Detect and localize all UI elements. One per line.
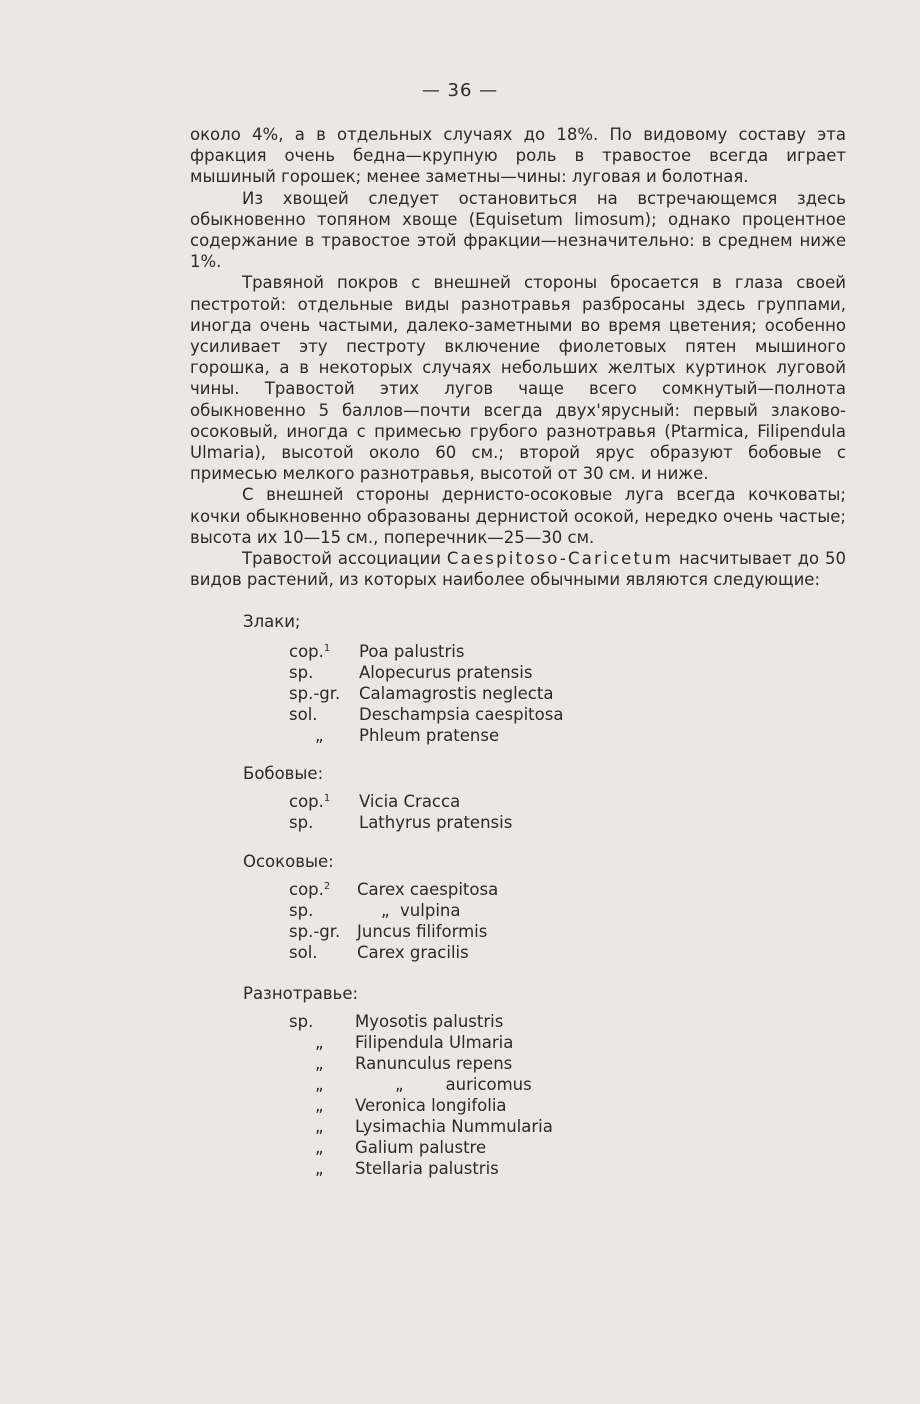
species-name: Lathyrus pratensis: [359, 813, 513, 832]
paragraph-end: насчитывает до 50 видов растений, из которых наиболее обычными являются следующие:: [190, 549, 846, 590]
species-name: Myosotis palustris: [355, 1012, 504, 1031]
species-name: „ auricomus: [395, 1075, 532, 1094]
body-text: [190, 124, 846, 590]
page-number: — 36 —: [421, 80, 499, 101]
abundance: sol.: [289, 705, 318, 724]
species-row: [289, 1159, 499, 1180]
abundance: cop.$^1$: [289, 642, 331, 661]
paragraph: Травяной покров с внешней стороны бросается в глаза своей пестротой: отдельные виды разнотравья разбросаны здесь группами, иногда очень частыми, далеко-заметными во время цветения; особенно усиливает эту пестроту включение фиолетовых пятен мышиного горошка, а в некоторых случаях небольших желтых куртинок луговой чины. Травостой этих лугов чаще всего сомкнутый—полнота обыкновенно 5 баллов—почти всегда двух'ярусный: первый злаково-осоковый, иногда с примесью грубого разнотравья (Ptarmica, Filipendula Ulmaria), высотой около 60 см.; второй ярус образуют бобовые с примесью мелкого разнотравья, высотой от 30 см. и ниже.: [190, 273, 846, 484]
abundance: cop.$^2$: [289, 880, 331, 899]
species-row: [289, 792, 460, 813]
species-name: Ranunculus repens: [355, 1054, 513, 1073]
species-name: Stellaria palustris: [355, 1159, 499, 1178]
species-name: Phleum pratense: [359, 726, 500, 745]
abundance: „: [315, 1054, 324, 1073]
abundance: sp.: [289, 663, 314, 682]
species-row: [289, 1012, 503, 1033]
paragraph-start: Травостой ассоциации: [242, 549, 447, 569]
abundance: sp.-gr.: [289, 684, 341, 703]
species-row: [289, 1054, 512, 1075]
species-row: [289, 813, 512, 834]
species-row: [289, 684, 553, 705]
species-name: Veronica longifolia: [355, 1096, 507, 1115]
association-name: Caespitoso-Caricetum: [446, 549, 674, 569]
abundance: sp.: [289, 901, 314, 920]
species-name: Juncus filiformis: [357, 922, 488, 941]
group-title: Злаки;: [243, 612, 301, 631]
species-row: [289, 705, 563, 726]
abundance: cop.$^1$: [289, 792, 331, 811]
species-row: [289, 1096, 507, 1117]
species-name: „ vulpina: [381, 901, 461, 920]
abundance: sp.: [289, 1012, 314, 1031]
species-name: Vicia Cracca: [359, 792, 461, 811]
species-row: [289, 1075, 532, 1096]
species-row: [289, 1138, 486, 1159]
abundance: „: [315, 726, 324, 745]
abundance: „: [315, 1117, 324, 1136]
species-row: [289, 1033, 513, 1054]
species-row: [289, 663, 532, 684]
species-name: Galium palustre: [355, 1138, 487, 1157]
species-name: Filipendula Ulmaria: [355, 1033, 514, 1052]
species-row: [289, 922, 487, 943]
species-name: Lysimachia Nummularia: [355, 1117, 553, 1136]
abundance: sp.-gr.: [289, 922, 341, 941]
paragraph: [190, 548, 846, 590]
species-row: [289, 642, 464, 663]
paragraph: С внешней стороны дернисто-осоковые луга всегда кочковаты; кочки обыкновенно образованы дернистой осокой, нередко очень частые; высота их 10—15 см., поперечник—25—30 см.: [190, 485, 846, 547]
group-title: Бобовые:: [243, 764, 324, 783]
species-row: [289, 726, 499, 747]
species-row: [289, 943, 469, 964]
group-title: Разнотравье:: [243, 984, 359, 1003]
abundance: „: [315, 1096, 324, 1115]
species-row: [289, 901, 460, 922]
species-name: Deschampsia caespitosa: [359, 705, 564, 724]
abundance: sp.: [289, 813, 314, 832]
abundance: „: [315, 1159, 324, 1178]
species-name: Carex gracilis: [357, 943, 469, 962]
abundance: „: [315, 1138, 324, 1157]
abundance: sol.: [289, 943, 318, 962]
species-name: Carex caespitosa: [357, 880, 499, 899]
species-row: [289, 1117, 553, 1138]
abundance: „: [315, 1033, 324, 1052]
group-title: Осоковые:: [243, 852, 334, 871]
paragraph: около 4%, а в отдельных случаях до 18%. По видовому составу эта фракция очень бедна—крупную роль в травостое всегда играет мышиный горошек; менее заметны—чины: луговая и болотная.: [190, 125, 846, 187]
paragraph: Из хвощей следует остановиться на встречающемся здесь обыкновенно топяном хвоще (Equisetum limosum); однако процентное содержание в травостое этой фракции—незначительно: в среднем ниже 1%.: [190, 188, 846, 272]
species-name: Calamagrostis neglecta: [359, 684, 554, 703]
abundance: „: [315, 1075, 324, 1094]
species-name: Alopecurus pratensis: [359, 663, 533, 682]
species-name: Poa palustris: [359, 642, 465, 661]
species-row: [289, 880, 498, 901]
